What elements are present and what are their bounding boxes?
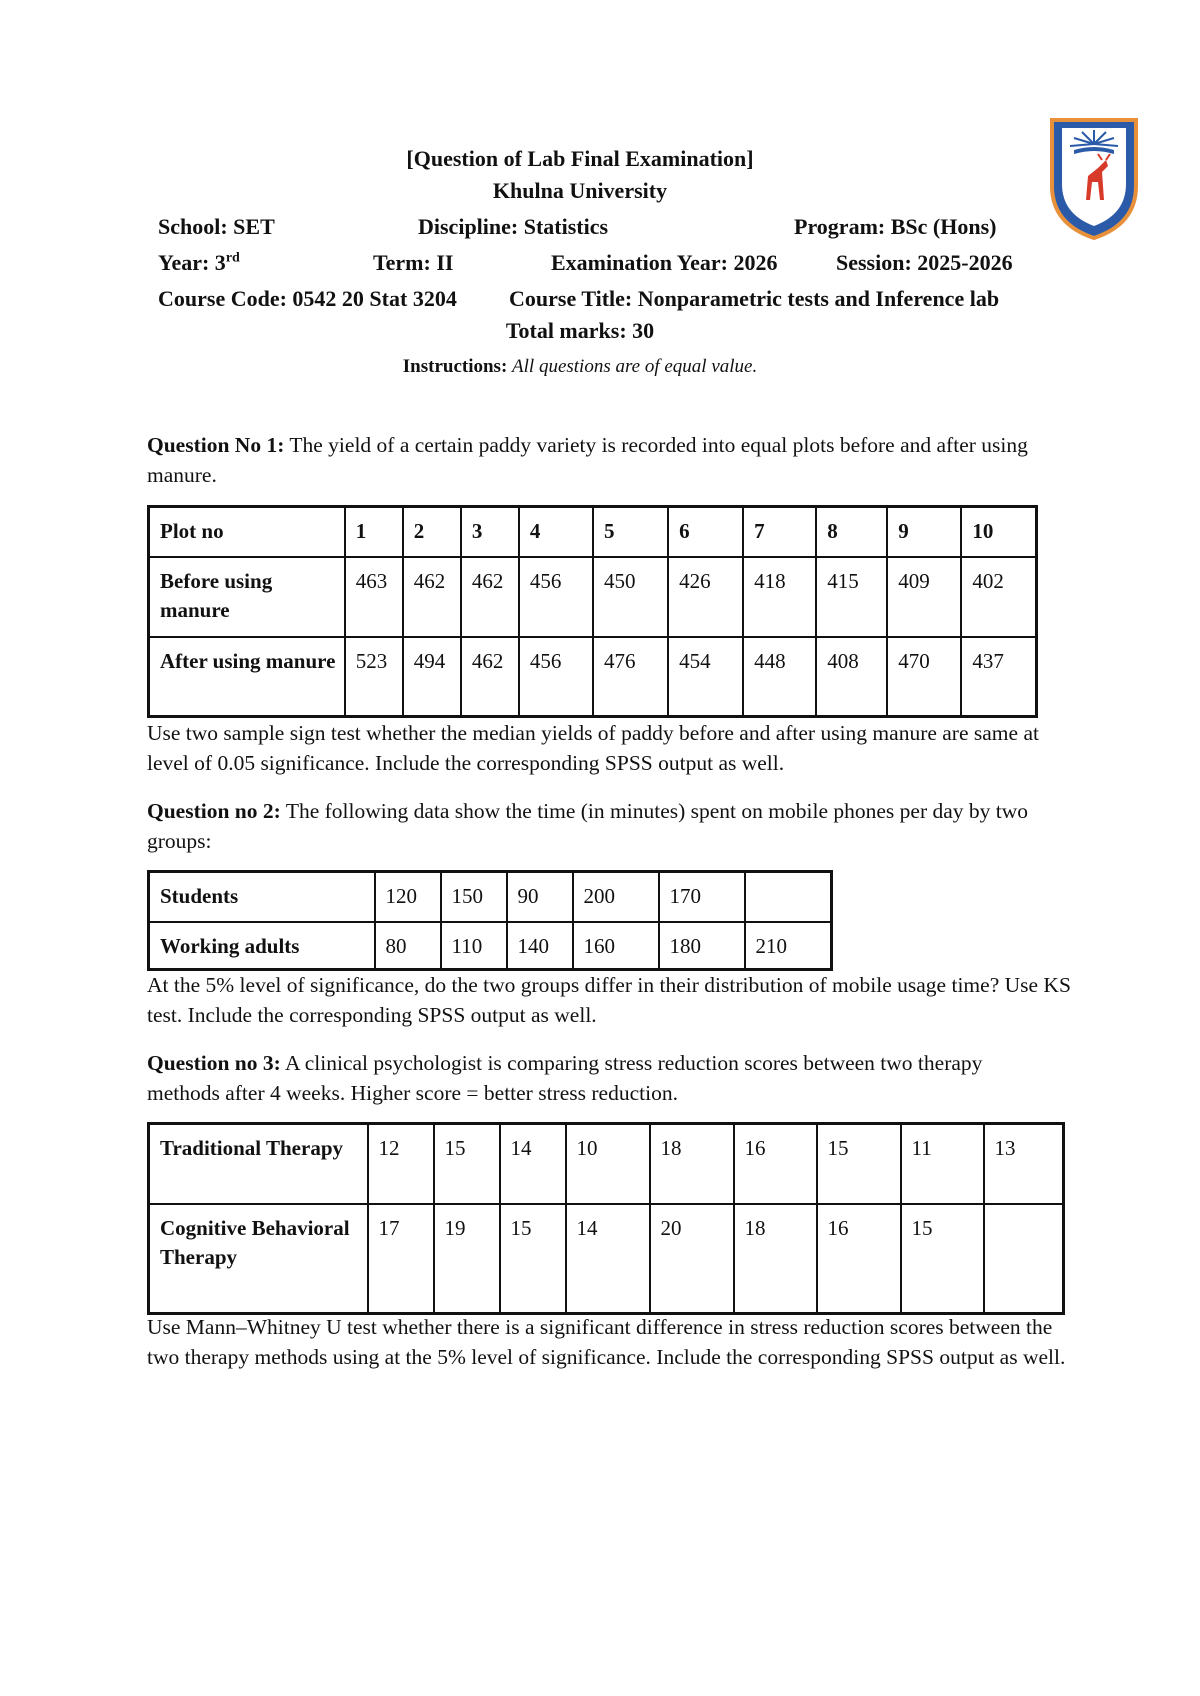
table-cell: 6 [668, 507, 743, 557]
table-row [149, 1204, 1064, 1314]
course-title: Course Title: Nonparametric tests and Inference lab [509, 286, 1000, 311]
table-cell: 120 [375, 872, 441, 922]
table-cell: 15 [500, 1204, 566, 1314]
table-cell: 462 [461, 637, 519, 717]
table-cell: 19 [434, 1204, 500, 1314]
table-row [149, 637, 1037, 717]
session: Session: 2025-2026 [836, 250, 1013, 275]
table-cell: 16 [817, 1204, 901, 1314]
table-cell: 5 [593, 507, 668, 557]
instructions-text: All questions are of equal value. [512, 356, 758, 377]
question-1-text: The yield of a certain paddy variety is recorded into equal plots before and after using manure. [147, 433, 1028, 487]
table-cell: 12 [368, 1124, 434, 1204]
table-row [149, 1124, 1064, 1204]
table-cell: 437 [961, 637, 1036, 717]
table-cell: 80 [375, 922, 441, 970]
table-cell: 454 [668, 637, 743, 717]
table-row [149, 507, 1037, 557]
question-2-label: Question no 2: [147, 799, 281, 823]
table-cell: 476 [593, 637, 668, 717]
table-cell: 210 [745, 922, 832, 970]
table-cell: Students [149, 872, 375, 922]
table-cell: 462 [461, 557, 519, 637]
table-cell: 18 [650, 1124, 734, 1204]
table-cell: 10 [961, 507, 1036, 557]
table-cell: 150 [441, 872, 507, 922]
course-code: Course Code: 0542 20 Stat 3204 [158, 286, 457, 311]
term: Term: II [373, 250, 454, 275]
table-cell: After using manure [149, 637, 345, 717]
table-q3 [147, 1122, 1065, 1315]
table-cell: 8 [816, 507, 887, 557]
total-marks: Total marks: 30 [505, 318, 655, 343]
question-1-instruction: Use two sample sign test whether the median yields of paddy before and after using manure are same at level of 0.05 significance. Include the corresponding SPSS output as well. [147, 721, 1039, 775]
table-cell: 2 [403, 507, 461, 557]
table-cell: 408 [816, 637, 887, 717]
question-3 [147, 1048, 1047, 1108]
table-cell: 402 [961, 557, 1036, 637]
question-3-instruction: Use Mann–Whitney U test whether there is a significant difference in stress reduction scores between the two therapy methods using at the 5% level of significance. Include the corresponding SPSS output as well. [147, 1315, 1066, 1369]
table-cell: 426 [668, 557, 743, 637]
table-row [149, 872, 832, 922]
table-cell: 10 [566, 1124, 650, 1204]
table-cell: 13 [984, 1124, 1064, 1204]
table-q2 [147, 870, 833, 971]
question-3-text: A clinical psychologist is comparing stress reduction scores between two therapy methods after 4 weeks. Higher score = better stress reduction. [147, 1051, 983, 1105]
table-row [149, 557, 1037, 637]
table-cell: 90 [507, 872, 573, 922]
question-3-label: Question no 3: [147, 1051, 281, 1075]
table-cell: 9 [887, 507, 961, 557]
instructions-label: Instructions: [402, 356, 508, 377]
table-cell: 20 [650, 1204, 734, 1314]
table-cell: Cognitive Behavioral Therapy [149, 1204, 368, 1314]
table-cell: 140 [507, 922, 573, 970]
table-cell: 110 [441, 922, 507, 970]
table-cell: 4 [519, 507, 593, 557]
table-cell: 415 [816, 557, 887, 637]
program: Program: BSc (Hons) [794, 214, 997, 239]
table-cell: 463 [345, 557, 403, 637]
exam-title: [Question of Lab Final Examination] [406, 146, 754, 171]
instructions [300, 356, 860, 378]
table-cell: 448 [743, 637, 816, 717]
table-cell: 494 [403, 637, 461, 717]
table-cell: Plot no [149, 507, 345, 557]
table-cell: 200 [573, 872, 659, 922]
table-q1 [147, 505, 1038, 718]
table-cell [745, 872, 832, 922]
year-sup: rd [225, 250, 240, 266]
table-cell: 11 [901, 1124, 984, 1204]
school: School: SET [158, 214, 275, 239]
table-cell: 18 [734, 1204, 817, 1314]
table-cell: 409 [887, 557, 961, 637]
table-cell: 456 [519, 557, 593, 637]
table-cell: 14 [500, 1124, 566, 1204]
table-cell: 180 [659, 922, 745, 970]
university-name: Khulna University [492, 178, 668, 203]
table-cell: 523 [345, 637, 403, 717]
table-cell: 1 [345, 507, 403, 557]
table-cell [984, 1204, 1064, 1314]
table-cell: 160 [573, 922, 659, 970]
table-cell: 7 [743, 507, 816, 557]
discipline: Discipline: Statistics [418, 214, 609, 239]
question-2-instruction: At the 5% level of significance, do the two groups differ in their distribution of mobile usage time? Use KS test. Include the corresponding SPSS output as well. [147, 973, 1071, 1027]
table-cell: 17 [368, 1204, 434, 1314]
year [158, 250, 240, 276]
table-row [149, 922, 832, 970]
table-cell: 456 [519, 637, 593, 717]
table-cell: 14 [566, 1204, 650, 1314]
question-1-label: Question No 1: [147, 433, 285, 457]
table-cell: 3 [461, 507, 519, 557]
table-cell: 170 [659, 872, 745, 922]
table-cell: 462 [403, 557, 461, 637]
question-1 [147, 430, 1047, 490]
university-logo [1046, 116, 1142, 240]
year-text: Year: 3 [158, 250, 226, 275]
question-2-text: The following data show the time (in minutes) spent on mobile phones per day by two groups: [147, 799, 1029, 853]
table-cell: Working adults [149, 922, 375, 970]
table-cell: 16 [734, 1124, 817, 1204]
table-cell: 15 [901, 1204, 984, 1314]
exam-year: Examination Year: 2026 [551, 250, 778, 275]
question-2 [147, 796, 1047, 856]
table-cell: 470 [887, 637, 961, 717]
table-cell: 15 [817, 1124, 901, 1204]
table-cell: 15 [434, 1124, 500, 1204]
table-cell: Traditional Therapy [149, 1124, 368, 1204]
logo-text: খুলনা [1083, 212, 1105, 222]
table-cell: Before using manure [149, 557, 345, 637]
table-cell: 418 [743, 557, 816, 637]
table-cell: 450 [593, 557, 668, 637]
